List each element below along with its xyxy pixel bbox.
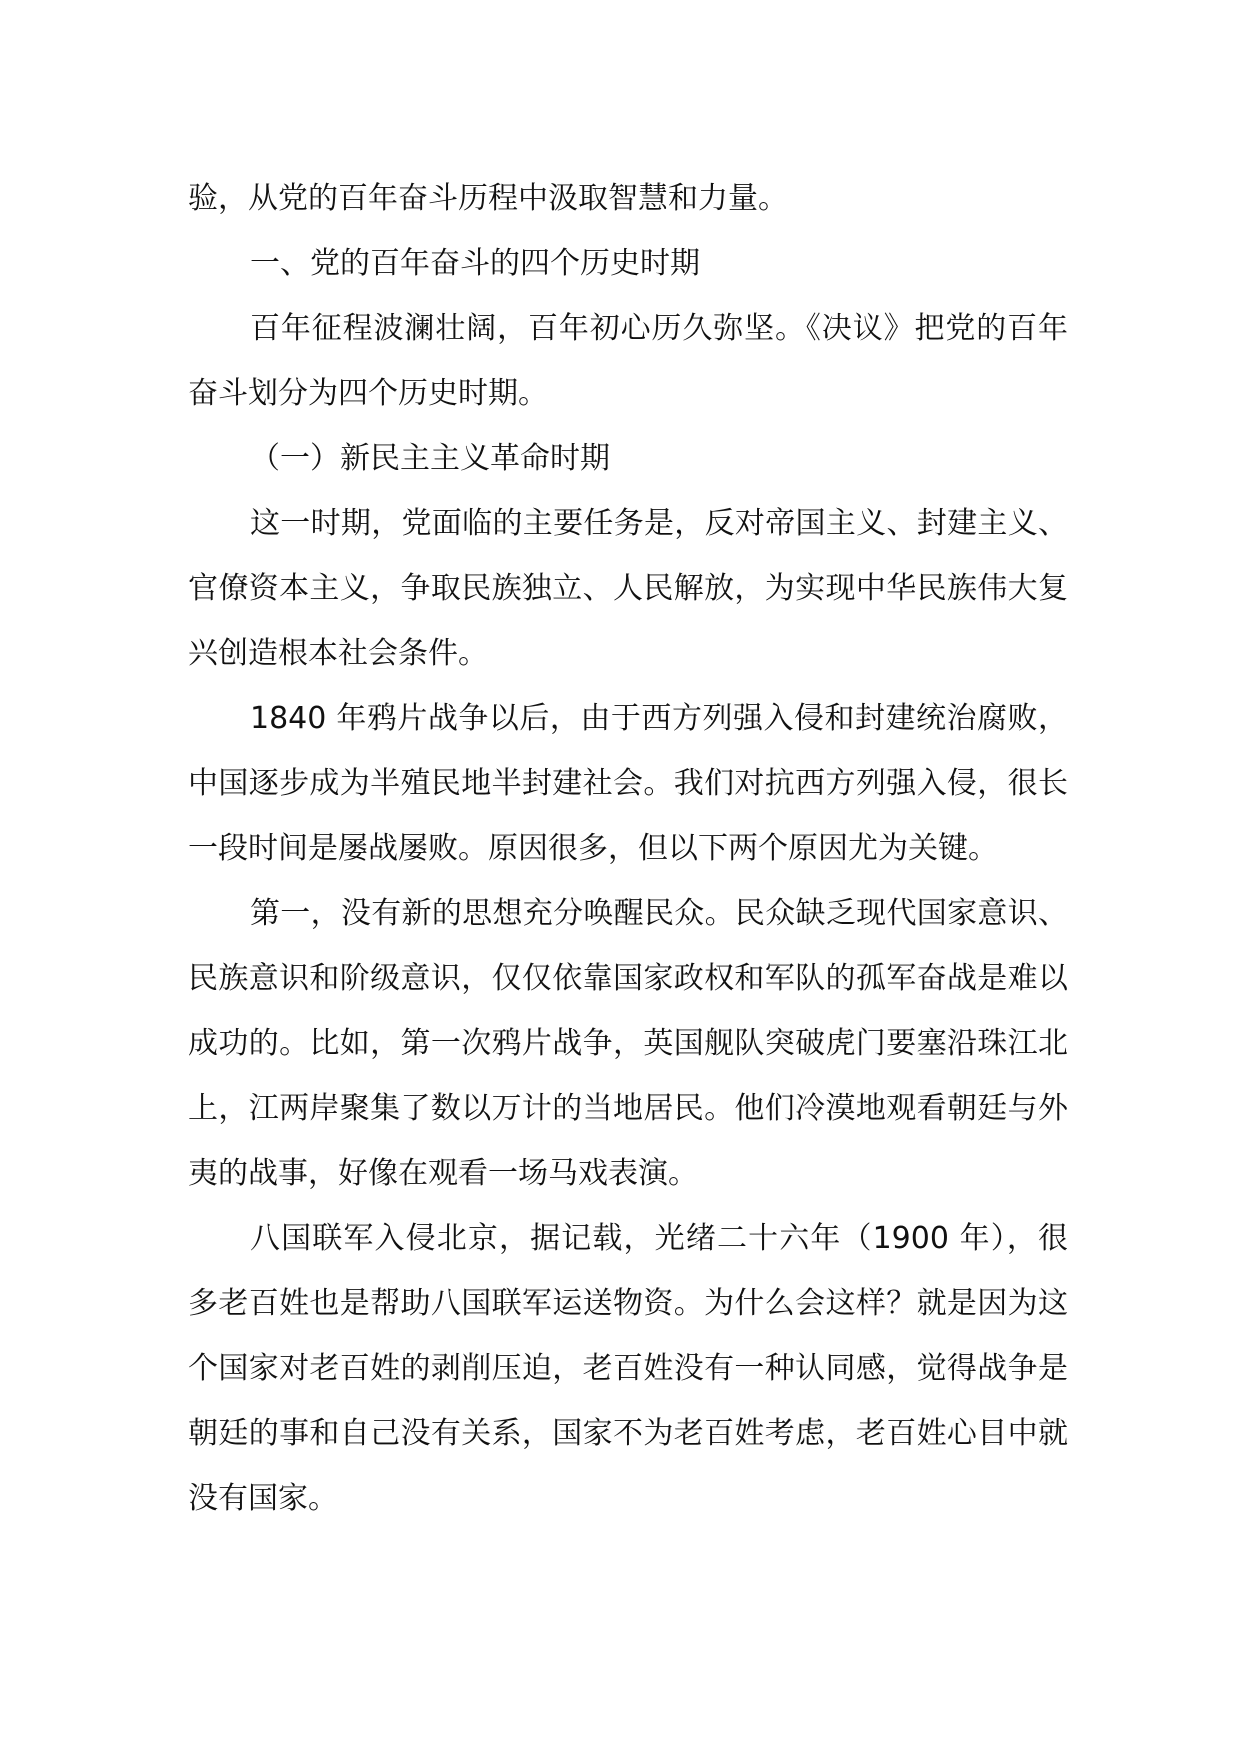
paragraph-opium-war: 1840 年鸦片战争以后，由于西方列强入侵和封建统治腐败，中国逐步成为半殖民地半封建社会。我们对抗西方列强入侵，很长一段时间是屡战屡败。原因很多，但以下两个原因尤为关键。 [188,701,1068,866]
paragraph-reason-one: 第一，没有新的思想充分唤醒民众。民众缺乏现代国家意识、民族意识和阶级意识，仅仅依靠国家政权和军队的孤军奋战是难以成功的。比如，第一次鸦片战争，英国舰队突破虎门要塞沿珠江北上，江两岸聚集了数以万计的当地居民。他们冷漠地观看朝廷与外夷的战事，好像在观看一场马戏表演。 [188,896,1068,1191]
paragraph-intro: 百年征程波澜壮阔，百年初心历久弥坚。《决议》把党的百年奋斗划分为四个历史时期。 [188,311,1068,411]
document-body [188,166,1068,1531]
subsection-heading: （一）新民主主义革命时期 [250,441,610,476]
section-heading: 一、党的百年奋斗的四个历史时期 [250,246,700,281]
paragraph-eight-nation-alliance: 八国联军入侵北京，据记载，光绪二十六年（1900 年），很多老百姓也是帮助八国联军运送物资。为什么会这样？就是因为这个国家对老百姓的剥削压迫，老百姓没有一种认同感，觉得战争是朝廷的事和自己没有关系，国家不为老百姓考虑，老百姓心目中就没有国家。 [188,1221,1068,1516]
paragraph-continuation: 验，从党的百年奋斗历程中汲取智慧和力量。 [188,181,788,216]
paragraph-main-task: 这一时期，党面临的主要任务是，反对帝国主义、封建主义、官僚资本主义，争取民族独立、人民解放，为实现中华民族伟大复兴创造根本社会条件。 [188,506,1068,671]
